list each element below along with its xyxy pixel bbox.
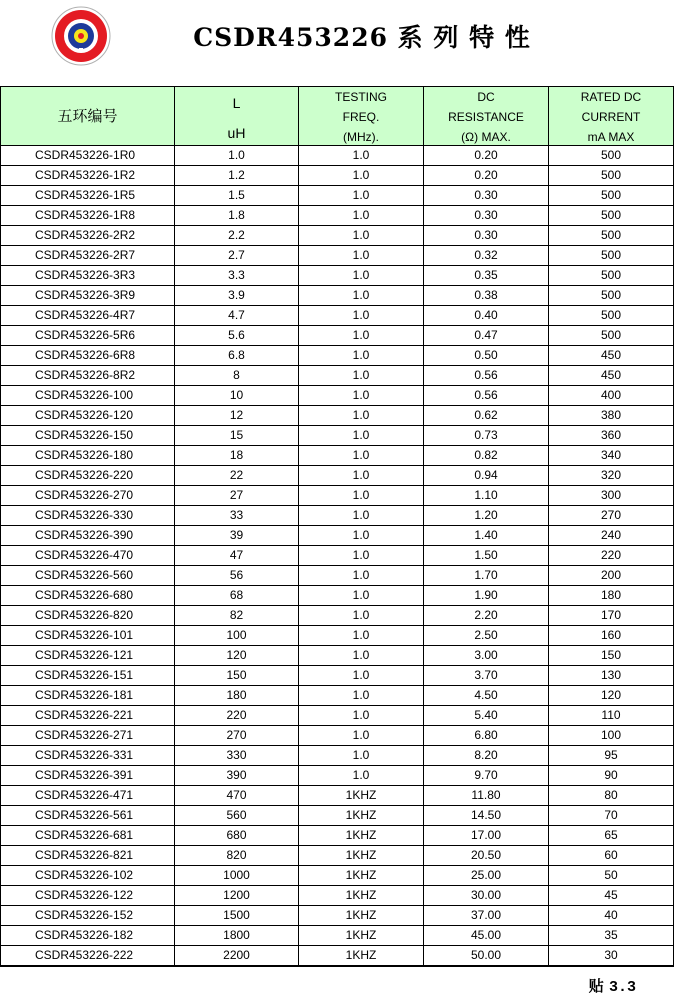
table-row bbox=[1, 906, 674, 926]
testing-freq-cell: 1.0 bbox=[299, 326, 424, 346]
testing-freq-cell: 1.0 bbox=[299, 606, 424, 626]
model-cell: CSDR453226-390 bbox=[1, 526, 175, 546]
dc-resistance-cell: 0.47 bbox=[424, 326, 549, 346]
dc-resistance-cell: 11.80 bbox=[424, 786, 549, 806]
inductance-cell: 18 bbox=[175, 446, 299, 466]
inductance-cell: 6.8 bbox=[175, 346, 299, 366]
spec-table-body bbox=[1, 146, 674, 967]
model-cell: CSDR453226-122 bbox=[1, 886, 175, 906]
table-row bbox=[1, 186, 674, 206]
dc-resistance-cell: 0.30 bbox=[424, 206, 549, 226]
testing-freq-cell: 1.0 bbox=[299, 226, 424, 246]
model-cell: CSDR453226-680 bbox=[1, 586, 175, 606]
spec-table bbox=[0, 86, 674, 967]
rated-current-cell: 400 bbox=[549, 386, 674, 406]
model-cell: CSDR453226-270 bbox=[1, 486, 175, 506]
model-cell: CSDR453226-150 bbox=[1, 426, 175, 446]
inductance-cell: 2200 bbox=[175, 946, 299, 967]
dc-resistance-cell: 0.35 bbox=[424, 266, 549, 286]
testing-freq-cell: 1.0 bbox=[299, 386, 424, 406]
table-row bbox=[1, 206, 674, 226]
testing-freq-cell: 1.0 bbox=[299, 406, 424, 426]
rated-current-cell: 500 bbox=[549, 286, 674, 306]
table-row bbox=[1, 346, 674, 366]
model-cell: CSDR453226-3R9 bbox=[1, 286, 175, 306]
column-header-testing-freq: TESTING FREQ. (MHz). bbox=[299, 87, 424, 146]
model-cell: CSDR453226-5R6 bbox=[1, 326, 175, 346]
inductance-cell: 10 bbox=[175, 386, 299, 406]
testing-freq-cell: 1.0 bbox=[299, 726, 424, 746]
model-cell: CSDR453226-8R2 bbox=[1, 366, 175, 386]
dc-resistance-cell: 30.00 bbox=[424, 886, 549, 906]
rated-current-cell: 200 bbox=[549, 566, 674, 586]
model-cell: CSDR453226-220 bbox=[1, 466, 175, 486]
rated-current-cell: 170 bbox=[549, 606, 674, 626]
table-row bbox=[1, 706, 674, 726]
dc-resistance-cell: 0.73 bbox=[424, 426, 549, 446]
inductance-cell: 5.6 bbox=[175, 326, 299, 346]
inductance-cell: 1.5 bbox=[175, 186, 299, 206]
inductance-cell: 1000 bbox=[175, 866, 299, 886]
testing-freq-cell: 1.0 bbox=[299, 686, 424, 706]
model-cell: CSDR453226-271 bbox=[1, 726, 175, 746]
column-header-model: 五环编号 bbox=[1, 87, 175, 146]
rated-current-cell: 500 bbox=[549, 246, 674, 266]
dc-resistance-cell: 0.38 bbox=[424, 286, 549, 306]
table-row bbox=[1, 726, 674, 746]
table-row bbox=[1, 386, 674, 406]
table-row bbox=[1, 286, 674, 306]
dc-resistance-cell: 20.50 bbox=[424, 846, 549, 866]
dc-resistance-cell: 2.20 bbox=[424, 606, 549, 626]
table-row bbox=[1, 646, 674, 666]
model-cell: CSDR453226-2R7 bbox=[1, 246, 175, 266]
rated-current-cell: 450 bbox=[549, 366, 674, 386]
inductance-cell: 270 bbox=[175, 726, 299, 746]
rated-current-cell: 450 bbox=[549, 346, 674, 366]
model-cell: CSDR453226-101 bbox=[1, 626, 175, 646]
testing-freq-cell: 1.0 bbox=[299, 566, 424, 586]
testing-freq-cell: 1KHZ bbox=[299, 806, 424, 826]
table-row bbox=[1, 786, 674, 806]
table-row bbox=[1, 146, 674, 166]
testing-freq-cell: 1KHZ bbox=[299, 826, 424, 846]
model-cell: CSDR453226-560 bbox=[1, 566, 175, 586]
dc-resistance-cell: 6.80 bbox=[424, 726, 549, 746]
dc-resistance-cell: 45.00 bbox=[424, 926, 549, 946]
testing-freq-cell: 1.0 bbox=[299, 306, 424, 326]
page-title: CSDR453226 系 列 特 性 bbox=[193, 23, 531, 52]
model-cell: CSDR453226-561 bbox=[1, 806, 175, 826]
table-row bbox=[1, 886, 674, 906]
inductance-cell: 120 bbox=[175, 646, 299, 666]
model-cell: CSDR453226-681 bbox=[1, 826, 175, 846]
inductance-cell: 150 bbox=[175, 666, 299, 686]
table-row bbox=[1, 566, 674, 586]
inductance-cell: 33 bbox=[175, 506, 299, 526]
dc-resistance-cell: 0.30 bbox=[424, 226, 549, 246]
table-row bbox=[1, 246, 674, 266]
testing-freq-cell: 1.0 bbox=[299, 526, 424, 546]
dc-resistance-cell: 1.20 bbox=[424, 506, 549, 526]
table-row bbox=[1, 826, 674, 846]
testing-freq-cell: 1.0 bbox=[299, 426, 424, 446]
inductance-cell: 180 bbox=[175, 686, 299, 706]
dc-resistance-cell: 4.50 bbox=[424, 686, 549, 706]
dc-resistance-cell: 17.00 bbox=[424, 826, 549, 846]
testing-freq-cell: 1.0 bbox=[299, 146, 424, 166]
model-cell: CSDR453226-180 bbox=[1, 446, 175, 466]
table-row bbox=[1, 766, 674, 786]
rated-current-cell: 500 bbox=[549, 186, 674, 206]
rated-current-cell: 65 bbox=[549, 826, 674, 846]
table-row bbox=[1, 546, 674, 566]
table-row bbox=[1, 466, 674, 486]
inductance-cell: 1200 bbox=[175, 886, 299, 906]
inductance-cell: 1.2 bbox=[175, 166, 299, 186]
dc-resistance-cell: 14.50 bbox=[424, 806, 549, 826]
model-cell: CSDR453226-182 bbox=[1, 926, 175, 946]
dc-resistance-cell: 2.50 bbox=[424, 626, 549, 646]
rated-current-cell: 380 bbox=[549, 406, 674, 426]
model-cell: CSDR453226-2R2 bbox=[1, 226, 175, 246]
rated-current-cell: 300 bbox=[549, 486, 674, 506]
table-row bbox=[1, 686, 674, 706]
dc-resistance-cell: 0.20 bbox=[424, 146, 549, 166]
table-row bbox=[1, 406, 674, 426]
inductance-cell: 560 bbox=[175, 806, 299, 826]
model-cell: CSDR453226-102 bbox=[1, 866, 175, 886]
dc-resistance-cell: 5.40 bbox=[424, 706, 549, 726]
dc-resistance-cell: 0.30 bbox=[424, 186, 549, 206]
inductance-cell: 3.3 bbox=[175, 266, 299, 286]
model-cell: CSDR453226-152 bbox=[1, 906, 175, 926]
dc-resistance-cell: 25.00 bbox=[424, 866, 549, 886]
dc-resistance-cell: 0.82 bbox=[424, 446, 549, 466]
model-cell: CSDR453226-821 bbox=[1, 846, 175, 866]
model-cell: CSDR453226-1R8 bbox=[1, 206, 175, 226]
table-row bbox=[1, 526, 674, 546]
table-row bbox=[1, 806, 674, 826]
table-row bbox=[1, 866, 674, 886]
dc-resistance-cell: 3.70 bbox=[424, 666, 549, 686]
testing-freq-cell: 1.0 bbox=[299, 486, 424, 506]
inductance-cell: 330 bbox=[175, 746, 299, 766]
rated-current-cell: 110 bbox=[549, 706, 674, 726]
model-cell: CSDR453226-391 bbox=[1, 766, 175, 786]
table-row bbox=[1, 226, 674, 246]
rated-current-cell: 70 bbox=[549, 806, 674, 826]
inductance-cell: 3.9 bbox=[175, 286, 299, 306]
testing-freq-cell: 1.0 bbox=[299, 166, 424, 186]
model-cell: CSDR453226-1R5 bbox=[1, 186, 175, 206]
dc-resistance-cell: 1.40 bbox=[424, 526, 549, 546]
table-row bbox=[1, 446, 674, 466]
dc-resistance-cell: 9.70 bbox=[424, 766, 549, 786]
inductance-cell: 1.8 bbox=[175, 206, 299, 226]
testing-freq-cell: 1.0 bbox=[299, 626, 424, 646]
testing-freq-cell: 1.0 bbox=[299, 206, 424, 226]
rated-current-cell: 120 bbox=[549, 686, 674, 706]
rated-current-cell: 340 bbox=[549, 446, 674, 466]
model-cell: CSDR453226-3R3 bbox=[1, 266, 175, 286]
model-cell: CSDR453226-820 bbox=[1, 606, 175, 626]
table-row bbox=[1, 926, 674, 946]
inductance-cell: 2.7 bbox=[175, 246, 299, 266]
testing-freq-cell: 1.0 bbox=[299, 186, 424, 206]
dc-resistance-cell: 1.70 bbox=[424, 566, 549, 586]
column-header-inductance: L uH bbox=[175, 87, 299, 146]
table-row bbox=[1, 426, 674, 446]
page-header bbox=[0, 0, 674, 86]
inductance-cell: 2.2 bbox=[175, 226, 299, 246]
inductance-cell: 56 bbox=[175, 566, 299, 586]
testing-freq-cell: 1.0 bbox=[299, 586, 424, 606]
dc-resistance-cell: 50.00 bbox=[424, 946, 549, 967]
inductance-cell: 12 bbox=[175, 406, 299, 426]
table-row bbox=[1, 486, 674, 506]
column-header-dc-resistance: DC RESISTANCE (Ω) MAX. bbox=[424, 87, 549, 146]
dc-resistance-cell: 8.20 bbox=[424, 746, 549, 766]
rated-current-cell: 500 bbox=[549, 306, 674, 326]
inductance-cell: 82 bbox=[175, 606, 299, 626]
table-row bbox=[1, 746, 674, 766]
model-cell: CSDR453226-120 bbox=[1, 406, 175, 426]
dc-resistance-cell: 0.56 bbox=[424, 386, 549, 406]
inductance-cell: 1800 bbox=[175, 926, 299, 946]
testing-freq-cell: 1.0 bbox=[299, 366, 424, 386]
testing-freq-cell: 1.0 bbox=[299, 286, 424, 306]
inductance-cell: 680 bbox=[175, 826, 299, 846]
testing-freq-cell: 1KHZ bbox=[299, 886, 424, 906]
inductance-cell: 47 bbox=[175, 546, 299, 566]
rated-current-cell: 160 bbox=[549, 626, 674, 646]
model-cell: CSDR453226-471 bbox=[1, 786, 175, 806]
table-row bbox=[1, 626, 674, 646]
model-cell: CSDR453226-470 bbox=[1, 546, 175, 566]
testing-freq-cell: 1.0 bbox=[299, 746, 424, 766]
dc-resistance-cell: 1.50 bbox=[424, 546, 549, 566]
dc-resistance-cell: 0.94 bbox=[424, 466, 549, 486]
model-cell: CSDR453226-181 bbox=[1, 686, 175, 706]
inductance-cell: 820 bbox=[175, 846, 299, 866]
model-cell: CSDR453226-330 bbox=[1, 506, 175, 526]
dc-resistance-cell: 37.00 bbox=[424, 906, 549, 926]
testing-freq-cell: 1.0 bbox=[299, 666, 424, 686]
dc-resistance-cell: 0.56 bbox=[424, 366, 549, 386]
inductance-cell: 390 bbox=[175, 766, 299, 786]
footer-label: 贴 bbox=[588, 977, 604, 995]
model-cell: CSDR453226-4R7 bbox=[1, 306, 175, 326]
rated-current-cell: 500 bbox=[549, 326, 674, 346]
testing-freq-cell: 1.0 bbox=[299, 266, 424, 286]
rated-current-cell: 100 bbox=[549, 726, 674, 746]
inductance-cell: 8 bbox=[175, 366, 299, 386]
inductance-cell: 22 bbox=[175, 466, 299, 486]
rated-current-cell: 500 bbox=[549, 206, 674, 226]
testing-freq-cell: 1.0 bbox=[299, 246, 424, 266]
table-row bbox=[1, 846, 674, 866]
table-row bbox=[1, 306, 674, 326]
model-cell: CSDR453226-1R2 bbox=[1, 166, 175, 186]
testing-freq-cell: 1.0 bbox=[299, 346, 424, 366]
table-row bbox=[1, 586, 674, 606]
table-row bbox=[1, 266, 674, 286]
rated-current-cell: 30 bbox=[549, 946, 674, 967]
testing-freq-cell: 1.0 bbox=[299, 706, 424, 726]
page-number bbox=[589, 975, 636, 996]
inductance-cell: 1500 bbox=[175, 906, 299, 926]
testing-freq-cell: 1KHZ bbox=[299, 846, 424, 866]
rated-current-cell: 35 bbox=[549, 926, 674, 946]
dc-resistance-cell: 1.10 bbox=[424, 486, 549, 506]
testing-freq-cell: 1KHZ bbox=[299, 926, 424, 946]
rated-current-cell: 45 bbox=[549, 886, 674, 906]
testing-freq-cell: 1.0 bbox=[299, 646, 424, 666]
testing-freq-cell: 1KHZ bbox=[299, 946, 424, 967]
testing-freq-cell: 1KHZ bbox=[299, 866, 424, 886]
rated-current-cell: 180 bbox=[549, 586, 674, 606]
rated-current-cell: 150 bbox=[549, 646, 674, 666]
inductance-cell: 470 bbox=[175, 786, 299, 806]
rated-current-cell: 500 bbox=[549, 226, 674, 246]
rated-current-cell: 90 bbox=[549, 766, 674, 786]
column-header-rated-current: RATED DC CURRENT mA MAX bbox=[549, 87, 674, 146]
rated-current-cell: 60 bbox=[549, 846, 674, 866]
inductance-cell: 27 bbox=[175, 486, 299, 506]
testing-freq-cell: 1.0 bbox=[299, 546, 424, 566]
model-cell: CSDR453226-6R8 bbox=[1, 346, 175, 366]
testing-freq-cell: 1.0 bbox=[299, 506, 424, 526]
rated-current-cell: 130 bbox=[549, 666, 674, 686]
testing-freq-cell: 1KHZ bbox=[299, 906, 424, 926]
dc-resistance-cell: 0.62 bbox=[424, 406, 549, 426]
table-row bbox=[1, 506, 674, 526]
inductance-cell: 1.0 bbox=[175, 146, 299, 166]
rated-current-cell: 95 bbox=[549, 746, 674, 766]
inductance-cell: 4.7 bbox=[175, 306, 299, 326]
table-row bbox=[1, 166, 674, 186]
testing-freq-cell: 1.0 bbox=[299, 766, 424, 786]
rated-current-cell: 240 bbox=[549, 526, 674, 546]
dc-resistance-cell: 1.90 bbox=[424, 586, 549, 606]
inductance-cell: 220 bbox=[175, 706, 299, 726]
rated-current-cell: 500 bbox=[549, 166, 674, 186]
rated-current-cell: 80 bbox=[549, 786, 674, 806]
table-row bbox=[1, 606, 674, 626]
rated-current-cell: 320 bbox=[549, 466, 674, 486]
rated-current-cell: 50 bbox=[549, 866, 674, 886]
model-cell: CSDR453226-331 bbox=[1, 746, 175, 766]
model-cell: CSDR453226-121 bbox=[1, 646, 175, 666]
rated-current-cell: 220 bbox=[549, 546, 674, 566]
table-row bbox=[1, 366, 674, 386]
dc-resistance-cell: 0.50 bbox=[424, 346, 549, 366]
model-cell: CSDR453226-1R0 bbox=[1, 146, 175, 166]
testing-freq-cell: 1.0 bbox=[299, 466, 424, 486]
rated-current-cell: 40 bbox=[549, 906, 674, 926]
testing-freq-cell: 1.0 bbox=[299, 446, 424, 466]
table-row bbox=[1, 326, 674, 346]
testing-freq-cell: 1KHZ bbox=[299, 786, 424, 806]
dc-resistance-cell: 0.32 bbox=[424, 246, 549, 266]
model-cell: CSDR453226-151 bbox=[1, 666, 175, 686]
inductance-cell: 100 bbox=[175, 626, 299, 646]
rated-current-cell: 500 bbox=[549, 146, 674, 166]
dc-resistance-cell: 3.00 bbox=[424, 646, 549, 666]
table-row bbox=[1, 946, 674, 967]
table-row bbox=[1, 666, 674, 686]
dc-resistance-cell: 0.40 bbox=[424, 306, 549, 326]
inductance-cell: 68 bbox=[175, 586, 299, 606]
rated-current-cell: 270 bbox=[549, 506, 674, 526]
rated-current-cell: 500 bbox=[549, 266, 674, 286]
model-cell: CSDR453226-221 bbox=[1, 706, 175, 726]
model-cell: CSDR453226-222 bbox=[1, 946, 175, 967]
rated-current-cell: 360 bbox=[549, 426, 674, 446]
footer-page: 3.3 bbox=[608, 979, 636, 996]
dc-resistance-cell: 0.20 bbox=[424, 166, 549, 186]
inductance-cell: 15 bbox=[175, 426, 299, 446]
model-cell: CSDR453226-100 bbox=[1, 386, 175, 406]
inductance-cell: 39 bbox=[175, 526, 299, 546]
spec-table-header bbox=[1, 87, 674, 146]
